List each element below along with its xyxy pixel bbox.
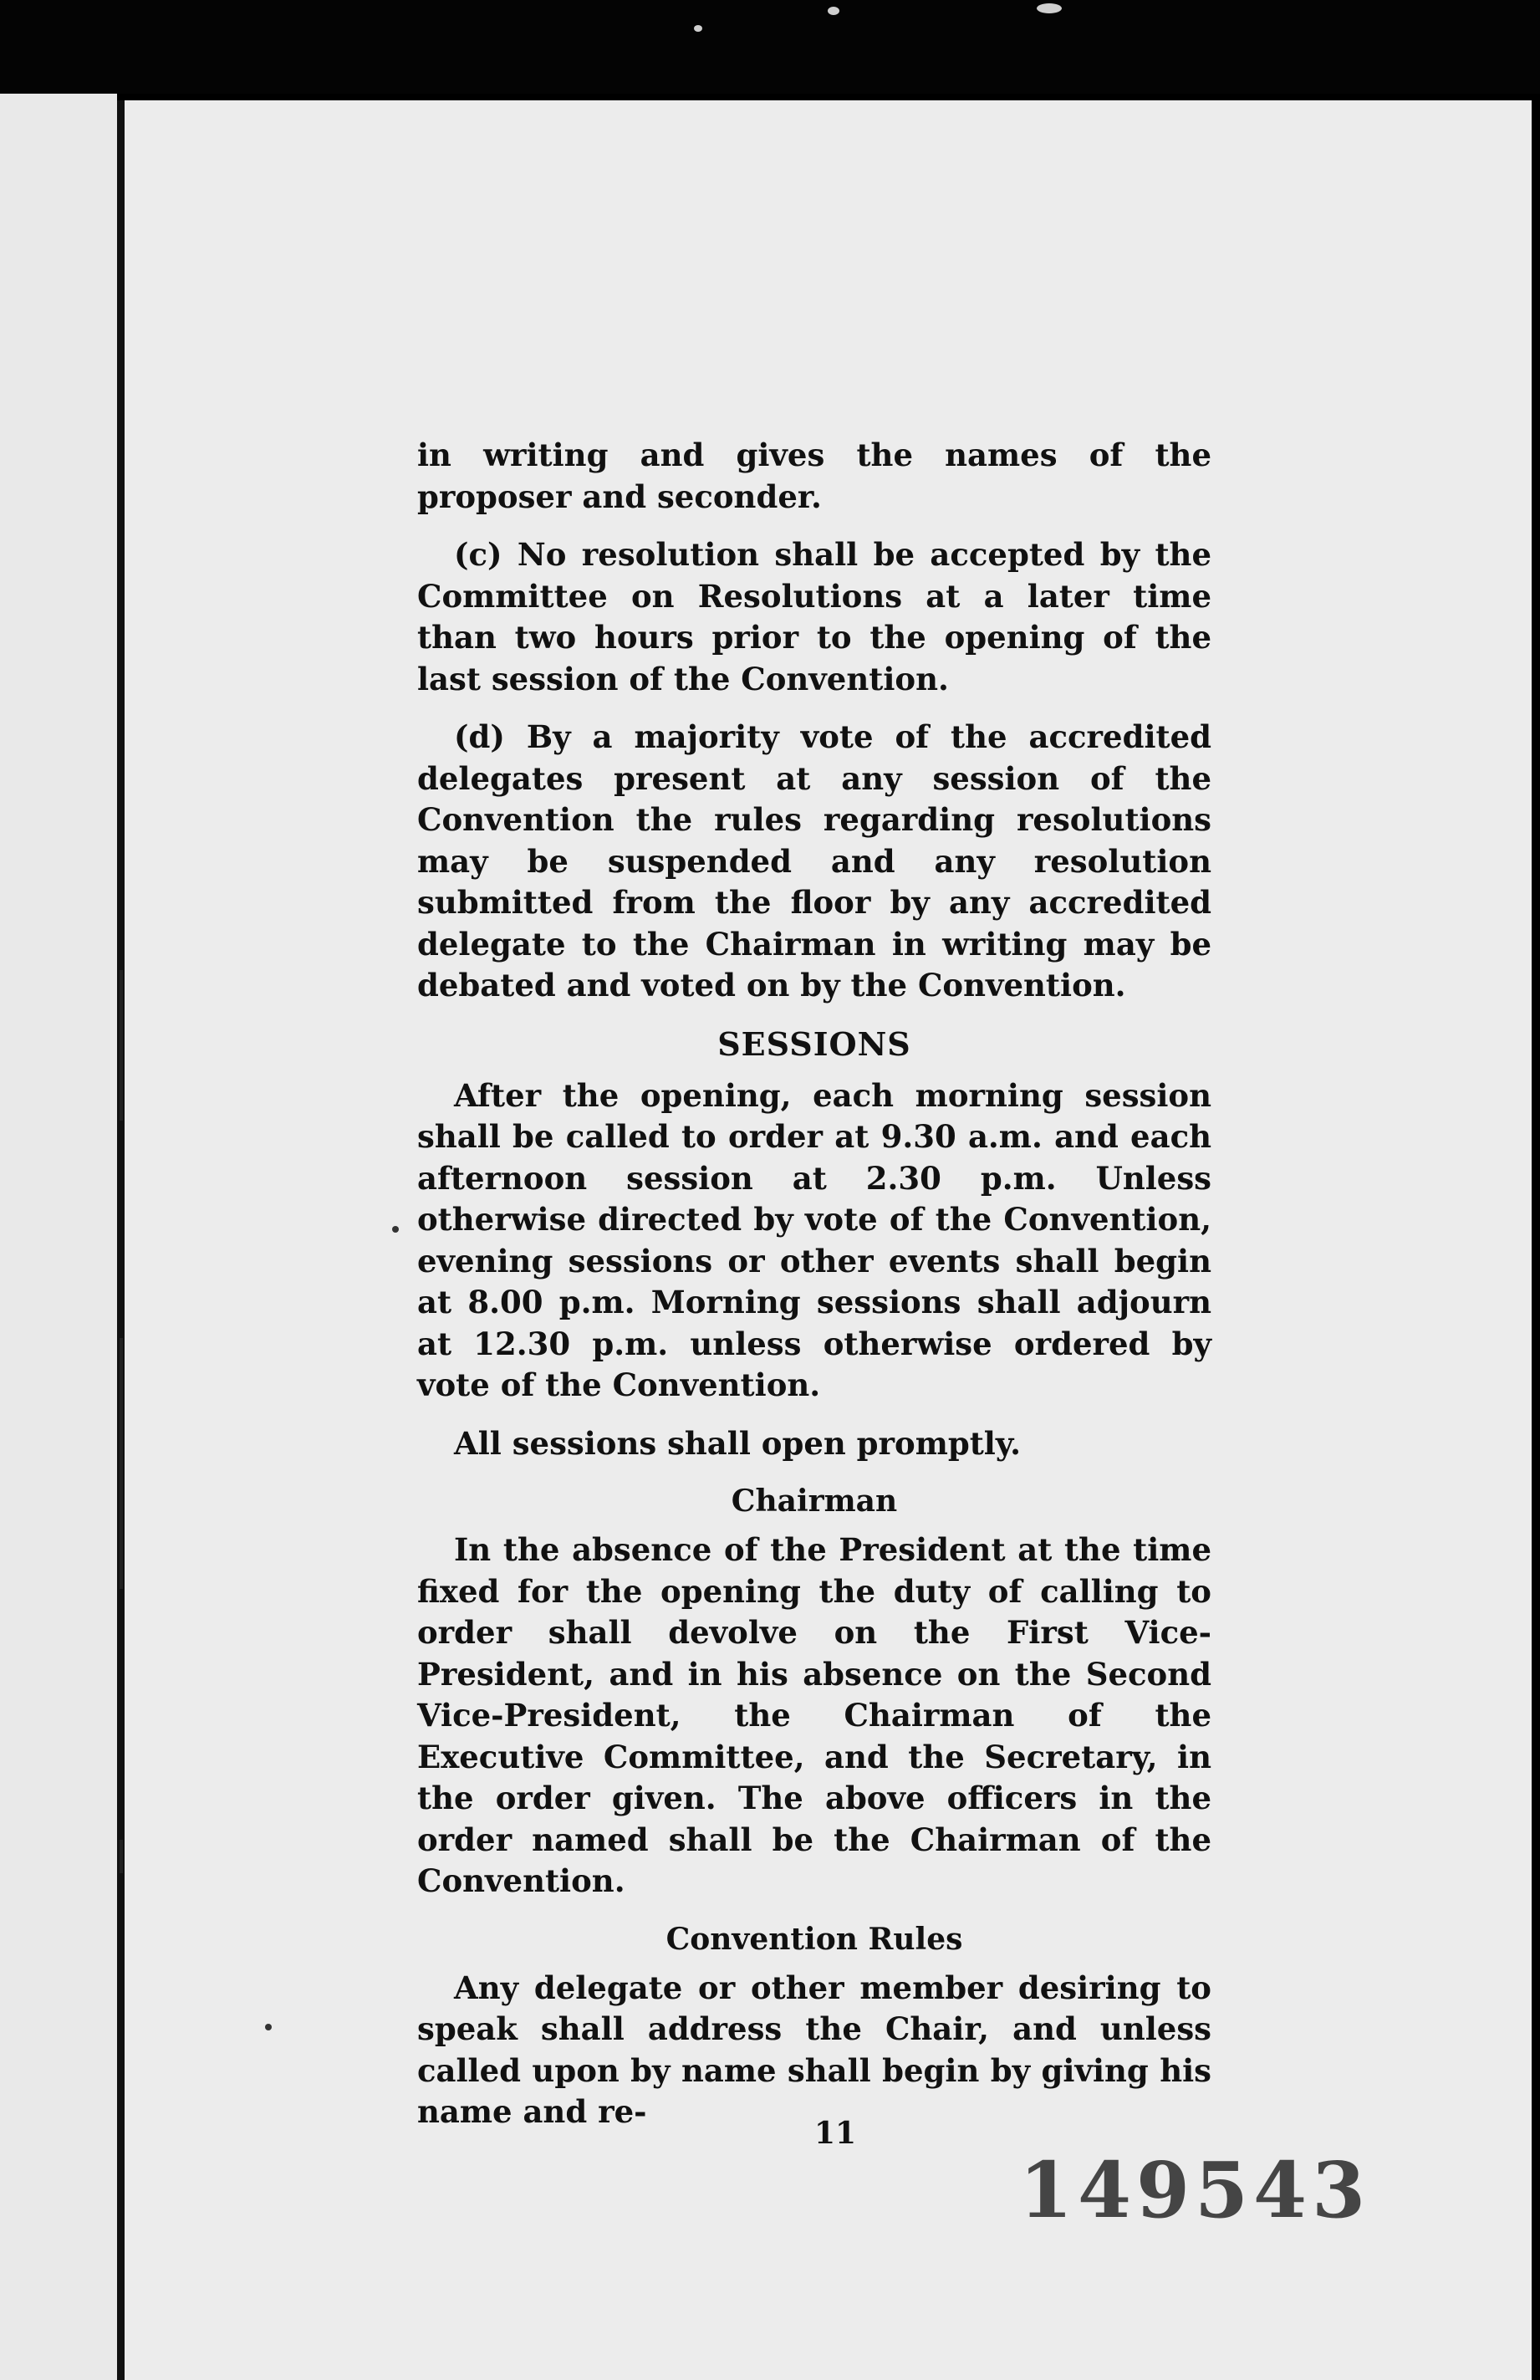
binding-mark (120, 970, 123, 1121)
paragraph-chairman: In the absence of the President at the time fixed for the opening the duty of calling to order shall devolve on the First Vice-President, and in his absence on the Second Vice-President, the Chairman of the Executive Committee, and the Secretary, in the order given. The above officers in the order named shall be the Chairman of the Convention. (417, 1531, 1211, 1899)
document-body (417, 435, 1211, 2150)
paragraph-c: (c) No resolution shall be accepted by the Committee on Resolutions at a later time than two hours prior to the opening of the last session of the Convention. (417, 536, 1211, 697)
document-page (117, 100, 1532, 2380)
page-number: 11 (813, 2116, 857, 2151)
scan-speck (694, 25, 702, 32)
margin-dot (392, 1226, 399, 1233)
left-page-edge (0, 94, 117, 2380)
scan-speck (1037, 3, 1062, 13)
heading-chairman: Chairman (731, 1484, 898, 1519)
heading-convention-rules: Convention Rules (665, 1921, 963, 1957)
paragraph-convention-rules: Any delegate or other member desiring to speak shall address the Chair, and unless called upon by name shall begin by giving his name and re- (417, 1969, 1211, 2130)
paragraph-sessions: After the opening, each morning session shall be called to order at 9.30 a.m. and each afternoon session at 2.30 p.m. Unless otherwise directed by vote of the Convention, evening sessions or other events shall begin at 8.00 p.m. Morning sessions shall adjourn at 12.30 p.m. unless otherwise ordered by vote of the Convention. (417, 1076, 1211, 1403)
binding-mark (120, 1338, 123, 1589)
margin-dot (265, 2024, 272, 2030)
binding-mark (120, 1840, 123, 1873)
scan-speck (828, 7, 839, 15)
paragraph-open-promptly: All sessions shall open promptly. (454, 1424, 1021, 1462)
heading-sessions: SESSIONS (717, 1024, 911, 1063)
paragraph-continuation: in writing and gives the names of the proposer and seconder. (417, 437, 1211, 515)
archive-stamp-number: 149543 (1019, 2145, 1371, 2235)
paragraph-d: (d) By a majority vote of the accredited delegates present at any session of the Convention the rules regarding resolutions may be suspended and any resolution submitted from the floor by any accredited delegate to the Chairman in writing may be debated and voted on by the Convention. (417, 718, 1211, 1004)
scan-top-border (0, 0, 1540, 94)
